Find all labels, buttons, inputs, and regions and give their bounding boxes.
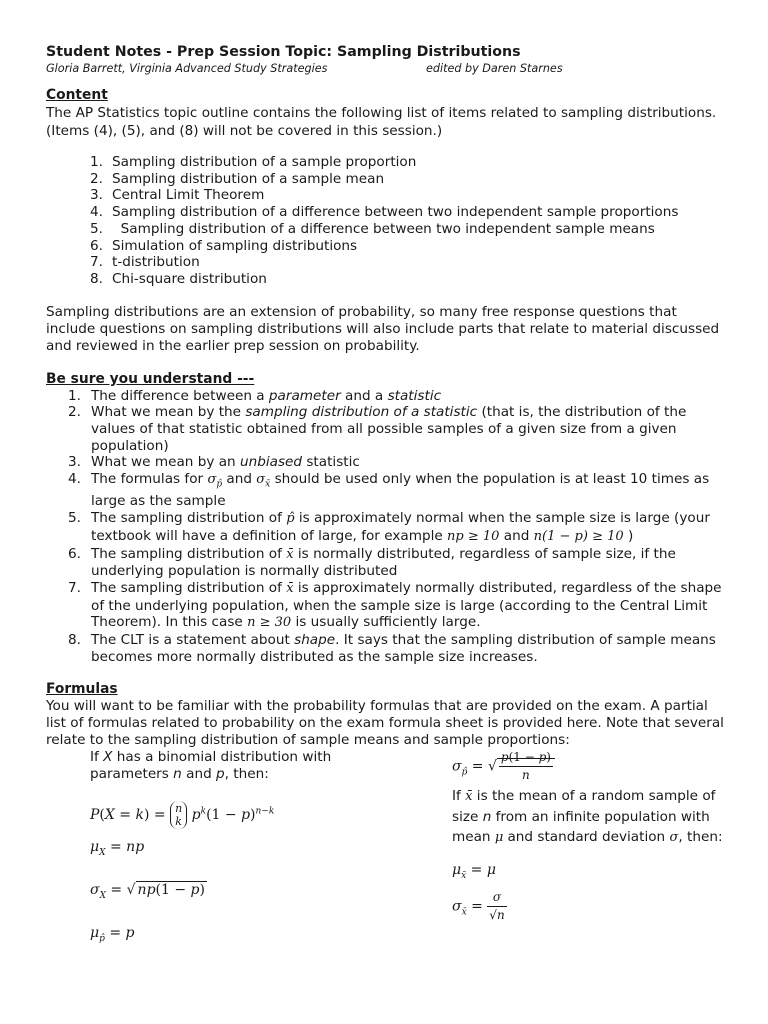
binomial-coefficient: n k [170,801,187,829]
item-text: What we mean by an [91,454,240,471]
formula-columns [46,749,726,964]
topic-list [90,154,726,288]
item-number: 1. [90,154,103,170]
x-bar-symbol: x̄ [286,580,294,596]
item-number: 3. [90,187,103,204]
sampling-column [452,749,742,924]
sigma-symbol: σ [669,830,679,846]
item-number: 8. [90,270,103,287]
formulas-section [46,681,726,964]
item-number: 3. [68,454,81,471]
mu-symbol: μ [494,830,508,846]
author-line: Gloria Barrett, Virginia Advanced Study Strategies [46,62,328,75]
binomial-intro [90,749,390,783]
item-text: is approximately normal when the sample size is large (your textbook will have a definition of large, for example [91,510,710,544]
item-emphasis: sampling distribution of a statistic [245,404,478,421]
item-emphasis: unbiased [239,454,303,471]
understand-heading: Be sure you understand --- [46,370,255,387]
binomial-probability-formula: P(X = k) = n k $p^k(1 - p)^{n-k}$ [90,802,275,829]
condition-n1p: n(1 − p) ≥ 10 [533,528,624,544]
item-number: 4. [90,204,103,221]
item-text: (that is, the distribution of the values of that statistic obtained from all possible samples of a given size from a given population) [91,404,687,454]
item-number: 2. [90,170,103,187]
item-number: 7. [68,579,81,596]
item-number: 7. [90,254,103,271]
condition-np: np ≥ 10 [447,528,500,544]
probability-note: Sampling distributions are an extension of probability, so many free response questions that include questions on sampling distributions will also include parts that relate to material discussed and reviewed in the earlier prep session on probability. [46,303,720,354]
item-text: is usually sufficiently large. [291,614,481,631]
text: has a binomial distribution with parameters [90,749,332,783]
text: and standard deviation [507,829,670,846]
understand-item [68,388,726,405]
binomial-column [90,749,390,947]
p-hat-sd-formula: $\sigma_{p̂}$ = √ $\frac{p(1 - p)}{n}$ [452,749,742,784]
document-title: Student Notes - Prep Session Topic: Sampling Distributions [46,44,521,60]
understand-section [46,371,726,666]
var-x: X [103,749,113,766]
text: , then: [224,766,269,783]
condition-n30: n ≥ 30 [247,615,292,631]
item-text: Sampling distribution of a sample proportion [112,154,417,170]
understand-item [68,546,726,580]
sample-mean-intro [452,786,742,848]
item-text: The sampling distribution of [91,579,287,596]
topic-item [90,171,726,188]
item-number: 5. [90,220,103,237]
text: from an infinite population with mean [452,809,710,846]
topic-item [90,187,726,204]
item-text: and [499,527,534,544]
topic-item [90,204,726,221]
item-text: and [222,471,257,488]
item-number: 4. [68,471,81,488]
item-text: Sampling distribution of a difference between two independent sample proportions [112,204,679,221]
sigma-x-bar-symbol: $\sigma_{x̄}$ [256,472,271,490]
understand-item [68,404,726,454]
binomial-mean-formula: $\mu_X$ = np [90,839,145,859]
topic-item [90,254,726,271]
item-emphasis: statistic [387,387,442,404]
item-text: statistic [302,454,360,471]
item-text: Simulation of sampling distributions [112,237,358,254]
text: and [181,766,217,783]
understand-item [68,632,726,665]
item-text: t-distribution [112,254,200,271]
content-heading: Content [46,87,108,103]
understand-item [68,510,726,545]
item-text: The sampling distribution of [91,510,287,527]
item-text: Chi-square distribution [112,270,267,287]
item-number: 6. [68,545,81,562]
item-text: should be used only when the population is at least 10 times as large as the sample [91,471,710,510]
item-text: The sampling distribution of [91,545,287,562]
item-number: 5. [68,510,81,527]
item-number: 2. [68,404,81,421]
item-emphasis: shape [294,632,336,649]
item-text: Sampling distribution of a sample mean [112,170,385,187]
item-text: The difference between a [91,387,269,404]
var-p: p [216,766,225,783]
p-hat-symbol: p̂ [286,511,295,527]
x-bar-mean-formula: $\mu_{x̄} = \mu$ [452,862,496,882]
x-bar-sd-formula: $\sigma_{x̄}$ = $\frac{\sigma}{√n}$ [452,890,505,923]
topic-item [90,271,726,288]
x-bar-symbol: x̄ [465,789,473,805]
text: is the mean of a random sample of size [452,788,716,826]
item-text: is approximately normally distributed, regardless of the shape of the underlying population, when the sample size is large (according to the Central Limit Theorem). In this case [91,579,722,631]
x-bar-symbol: x̄ [286,546,294,562]
document-page [46,44,726,964]
editor-line: edited by Daren Starnes [426,62,563,75]
formulas-intro: You will want to be familiar with the probability formulas that are provided on the exam. A partial list of formulas related to probability on the exam formula sheet is provided here. Note that several relate to the sampling distribution of sample means and sample proportions: [46,698,724,749]
text: If [452,788,466,805]
sigma-p-hat-symbol: $\sigma_{p̂}$ [207,472,223,490]
formulas-heading: Formulas [46,681,118,698]
content-intro: The AP Statistics topic outline contains the following list of items related to sampling distributions. (Items (4), (5), and (8) will not be covered in this session.) [46,105,717,139]
topic-item [90,154,726,171]
byline [46,62,726,76]
understand-item [68,454,726,471]
item-emphasis: parameter [268,387,341,404]
item-number: 6. [90,237,103,254]
var-n: n [173,766,182,783]
item-number: 1. [68,387,81,404]
topic-item [90,238,726,255]
text: If [90,749,104,766]
p-hat-mean-formula: $\mu_{p̂} = p$ [90,925,135,944]
content-section [46,87,726,355]
item-text: ) [623,527,634,544]
understand-list [68,388,726,666]
item-text: Central Limit Theorem [112,187,265,204]
item-text: The formulas for [91,471,208,488]
var-n: n [482,809,492,826]
item-text: Sampling distribution of a difference between two independent sample means [112,220,655,237]
text: , then: [678,829,723,846]
topic-item [90,221,726,238]
item-text: . It says that the sampling distribution of sample means becomes more normally distributed as the sample size increases. [91,632,716,665]
item-text: and a [340,387,388,404]
item-number: 8. [68,632,81,649]
item-text: is normally distributed, regardless of sample size, if the underlying population is normally distributed [91,545,676,580]
understand-item [68,471,726,510]
binomial-sd-formula: $\sigma_X$ = √ np(1 − p) [90,882,205,902]
item-text: The CLT is a statement about [91,632,295,649]
item-text: What we mean by the [91,404,246,421]
understand-item [68,580,726,632]
